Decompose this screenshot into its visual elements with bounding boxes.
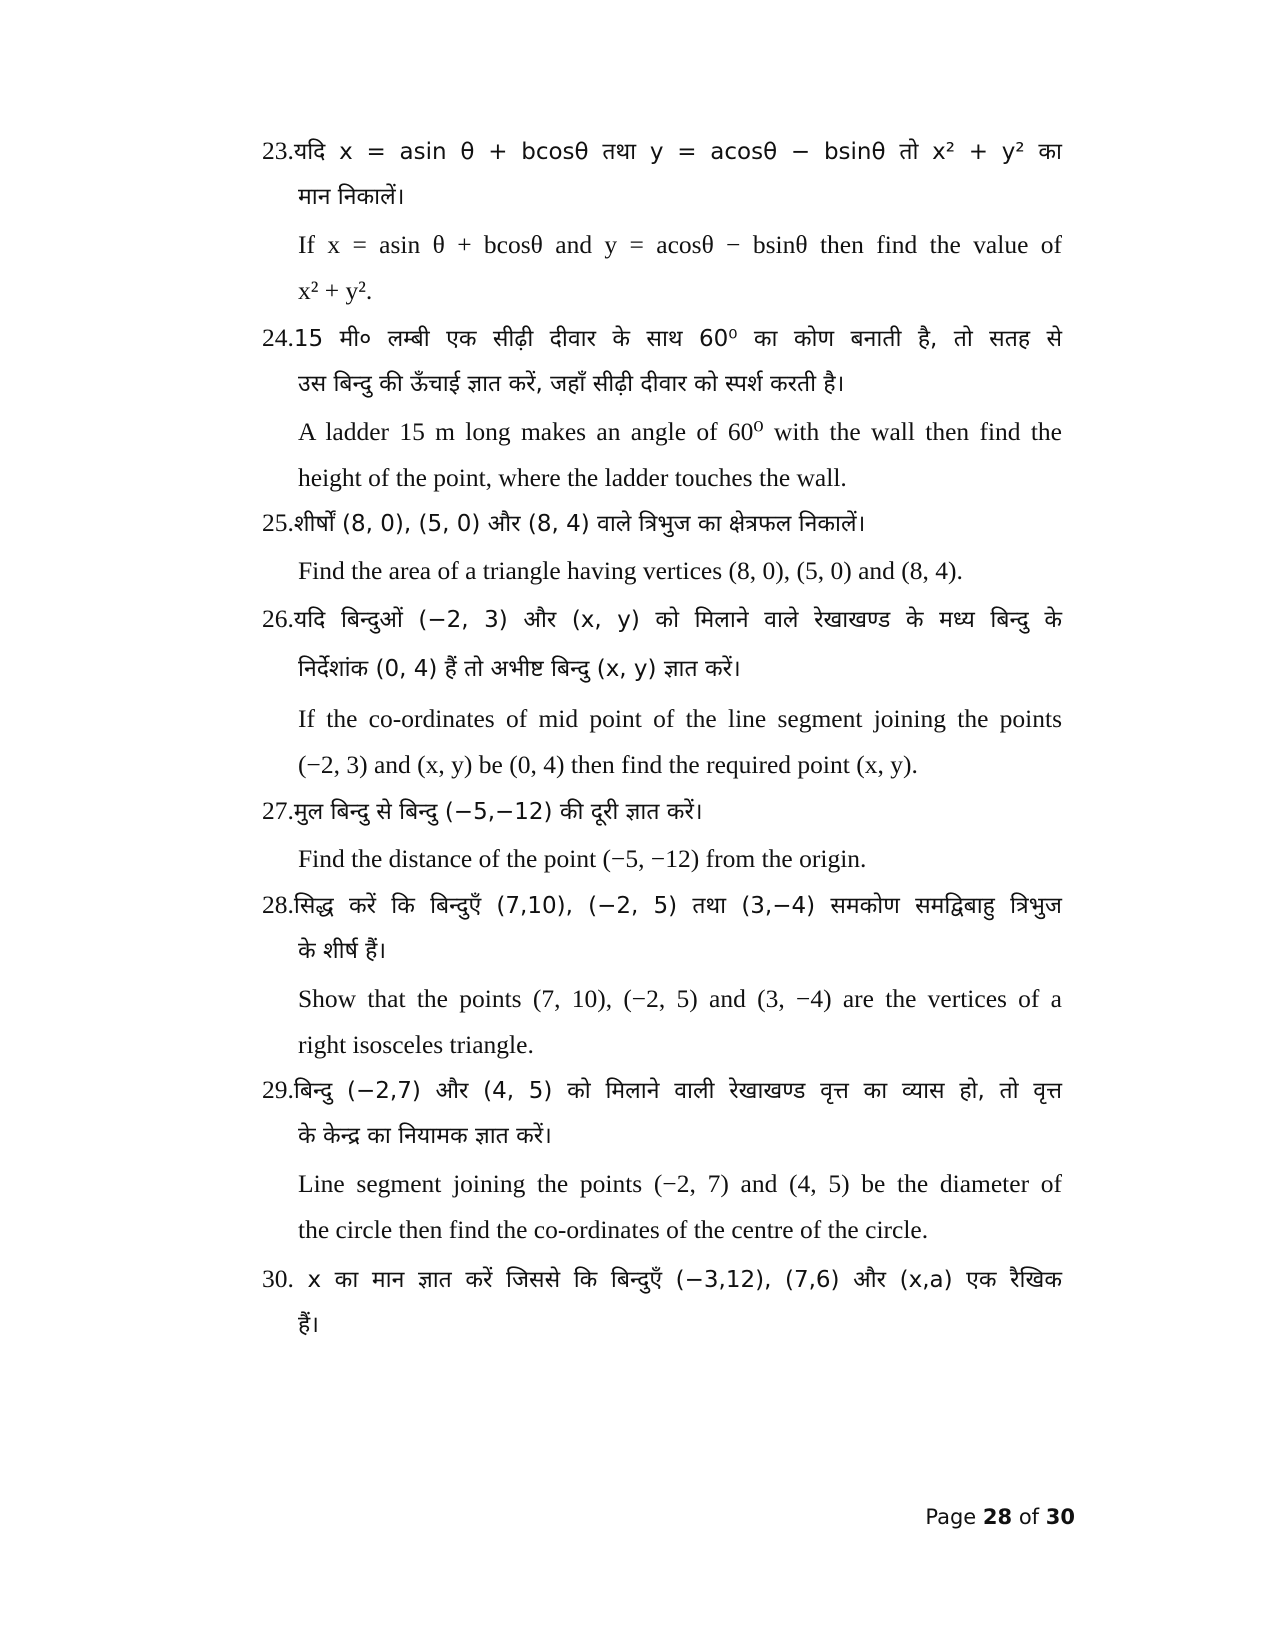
question-english-line: Find the area of a triangle having vertices (8, 0), (5, 0) and (8, 4). <box>298 556 963 585</box>
question-hindi-line: 29.बिन्दु (−2,7) और (4, 5) को मिलाने वाली रेखाखण्ड वृत्त का व्यास हो, तो वृत्त <box>262 1075 1062 1104</box>
question-28 <box>262 890 1062 1060</box>
page-label: Page <box>925 1505 977 1529</box>
question-29 <box>262 1075 1062 1245</box>
question-hindi-line: 25.शीर्षों (8, 0), (5, 0) और (8, 4) वाले त्रिभुज का क्षेत्रफल निकालें। <box>262 508 866 537</box>
question-english-line: If the co-ordinates of mid point of the line segment joining the points <box>298 704 1062 733</box>
question-english-line: A ladder 15 m long makes an angle of 60⁰ with the wall then find the <box>298 417 1062 446</box>
question-hindi-line: मान निकालें। <box>298 184 405 210</box>
question-25 <box>262 508 1062 586</box>
question-english-line: x² + y². <box>298 276 373 305</box>
question-english-line: height of the point, where the ladder touches the wall. <box>298 463 847 492</box>
question-24 <box>262 323 1062 493</box>
question-english-line: If x = asin θ + bcosθ and y = acosθ − bsinθ then find the value of <box>298 230 1062 259</box>
question-number: 27. <box>262 796 294 825</box>
question-english-line: Line segment joining the points (−2, 7) and (4, 5) be the diameter of <box>298 1169 1062 1198</box>
question-number: 24. <box>262 323 294 352</box>
question-hindi-line: 27.मुल बिन्दु से बिन्दु (−5,−12) की दूरी ज्ञात करें। <box>262 796 703 825</box>
question-23 <box>262 136 1062 306</box>
question-hindi-line: के केन्द्र का नियामक ज्ञात करें। <box>298 1123 552 1149</box>
question-26 <box>262 604 1062 780</box>
question-number: 29. <box>262 1075 294 1104</box>
question-english-line: the circle then find the co-ordinates of the centre of the circle. <box>298 1215 929 1244</box>
question-hindi-line: निर्देशांक (0, 4) हैं तो अभीष्ट बिन्दु (x, y) ज्ञात करें। <box>298 656 741 682</box>
question-english-line: (−2, 3) and (x, y) be (0, 4) then find the required point (x, y). <box>298 750 918 779</box>
question-hindi-line: 30. x का मान ज्ञात करें जिससे कि बिन्दुएँ (−3,12), (7,6) और (x,a) एक रैखिक <box>262 1264 1062 1293</box>
question-hindi-line: के शीर्ष हैं। <box>298 938 387 964</box>
question-number: 25. <box>262 508 294 537</box>
question-27 <box>262 796 1062 874</box>
question-number: 28. <box>262 890 294 919</box>
page-number-footer <box>905 1505 1075 1529</box>
question-english-line: Show that the points (7, 10), (−2, 5) and (3, −4) are the vertices of a <box>298 984 1062 1013</box>
question-hindi-line: हैं। <box>298 1312 319 1338</box>
question-number: 30. <box>262 1264 294 1293</box>
question-30 <box>262 1264 1062 1340</box>
question-hindi-line: 28.सिद्ध करें कि बिन्दुएँ (7,10), (−2, 5) तथा (3,−4) समकोण समद्विबाहु त्रिभुज <box>262 890 1062 919</box>
question-hindi-line: 23.यदि x = asin θ + bcosθ तथा y = acosθ − bsinθ तो x² + y² का <box>262 136 1062 165</box>
question-number: 26. <box>262 604 294 633</box>
total-page-count: 30 <box>1045 1505 1075 1529</box>
page-of-label: of <box>1018 1505 1040 1529</box>
question-english-line: right isosceles triangle. <box>298 1030 534 1059</box>
question-english-line: Find the distance of the point (−5, −12) from the origin. <box>298 844 867 873</box>
question-hindi-line: 24.15 मी० लम्बी एक सीढ़ी दीवार के साथ 60⁰ का कोण बनाती है, तो सतह से <box>262 323 1062 352</box>
question-hindi-line: उस बिन्दु की ऊँचाई ज्ञात करें, जहाँ सीढ़ी दीवार को स्पर्श करती है। <box>298 371 845 397</box>
question-hindi-line: 26.यदि बिन्दुओं (−2, 3) और (x, y) को मिलाने वाले रेखाखण्ड के मध्य बिन्दु के <box>262 604 1062 633</box>
question-number: 23. <box>262 136 294 165</box>
current-page-number: 28 <box>982 1505 1013 1529</box>
